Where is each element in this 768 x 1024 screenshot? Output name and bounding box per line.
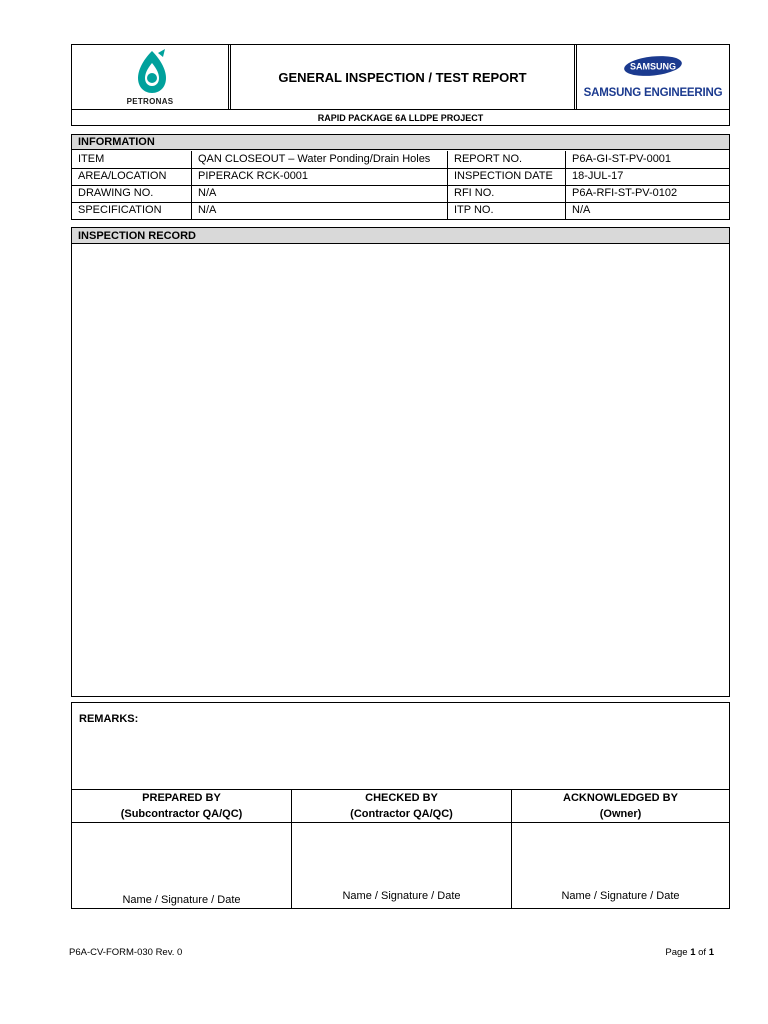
samsung-engineering-logo bbox=[577, 45, 729, 109]
info-label: DRAWING NO. bbox=[72, 185, 192, 202]
checked-by-signature-box bbox=[292, 821, 512, 908]
signature-role: CHECKED BY bbox=[365, 792, 438, 804]
page-current: 1 bbox=[690, 947, 696, 958]
inspection-record-section bbox=[71, 227, 730, 697]
remarks-section bbox=[71, 702, 730, 909]
info-value: P6A-GI-ST-PV-0001 bbox=[572, 153, 672, 165]
info-label: ITP NO. bbox=[448, 202, 566, 219]
info-value: PIPERACK RCK-0001 bbox=[192, 168, 448, 185]
information-heading: INFORMATION bbox=[72, 135, 729, 150]
inspection-record-heading: INSPECTION RECORD bbox=[72, 228, 729, 244]
samsung-engineering-text: SAMSUNG ENGINEERING bbox=[583, 87, 723, 99]
prepared-by-signature-box bbox=[72, 821, 292, 908]
acknowledged-by-header bbox=[512, 790, 729, 822]
info-value: N/A bbox=[192, 202, 448, 219]
report-header bbox=[71, 44, 730, 126]
checked-by-header bbox=[292, 790, 512, 822]
signature-role: ACKNOWLEDGED BY bbox=[563, 792, 678, 804]
info-value: 18-JUL-17 bbox=[572, 170, 624, 182]
signature-party: (Contractor QA/QC) bbox=[350, 808, 453, 820]
info-label: ITEM bbox=[72, 151, 192, 168]
report-title: GENERAL INSPECTION / TEST REPORT bbox=[231, 45, 577, 109]
petronas-logo-text: PETRONAS bbox=[126, 97, 174, 106]
samsung-badge-text: SAMSUNG bbox=[629, 61, 677, 72]
page-number bbox=[620, 947, 714, 958]
page-word: Page bbox=[665, 947, 688, 958]
signature-headers bbox=[72, 789, 729, 823]
info-label: AREA/LOCATION bbox=[72, 168, 192, 185]
info-label: SPECIFICATION bbox=[72, 202, 192, 219]
page-of: of bbox=[698, 947, 707, 958]
form-code: P6A-CV-FORM-030 Rev. 0 bbox=[69, 947, 183, 958]
info-row-item bbox=[72, 151, 729, 169]
signature-boxes bbox=[72, 821, 729, 908]
project-name: RAPID PACKAGE 6A LLDPE PROJECT bbox=[317, 113, 484, 123]
information-table bbox=[71, 134, 730, 220]
header-top-row bbox=[72, 45, 729, 110]
petronas-logo bbox=[72, 45, 231, 109]
signature-line: Name / Signature / Date bbox=[342, 890, 461, 902]
petronas-emblem-icon bbox=[132, 49, 172, 97]
samsung-oval-icon bbox=[623, 55, 683, 77]
signature-role: PREPARED BY bbox=[142, 792, 221, 804]
info-row-area bbox=[72, 168, 729, 186]
signature-party: (Owner) bbox=[599, 808, 642, 820]
info-label: REPORT NO. bbox=[448, 151, 566, 168]
signature-line: Name / Signature / Date bbox=[561, 890, 680, 902]
info-row-specification bbox=[72, 202, 729, 219]
signature-line: Name / Signature / Date bbox=[122, 894, 241, 906]
acknowledged-by-signature-box bbox=[512, 821, 729, 908]
signature-party: (Subcontractor QA/QC) bbox=[120, 808, 243, 820]
info-value: QAN CLOSEOUT – Water Ponding/Drain Holes bbox=[192, 151, 448, 168]
info-label: RFI NO. bbox=[448, 185, 566, 202]
info-value: N/A bbox=[572, 204, 591, 216]
info-value: P6A-RFI-ST-PV-0102 bbox=[572, 187, 678, 199]
inspection-record-body bbox=[72, 245, 729, 697]
info-value: N/A bbox=[192, 185, 448, 202]
info-label: INSPECTION DATE bbox=[448, 168, 566, 185]
info-row-drawing bbox=[72, 185, 729, 203]
remarks-label: REMARKS: bbox=[79, 713, 139, 725]
prepared-by-header bbox=[72, 790, 292, 822]
page-total: 1 bbox=[708, 947, 714, 958]
